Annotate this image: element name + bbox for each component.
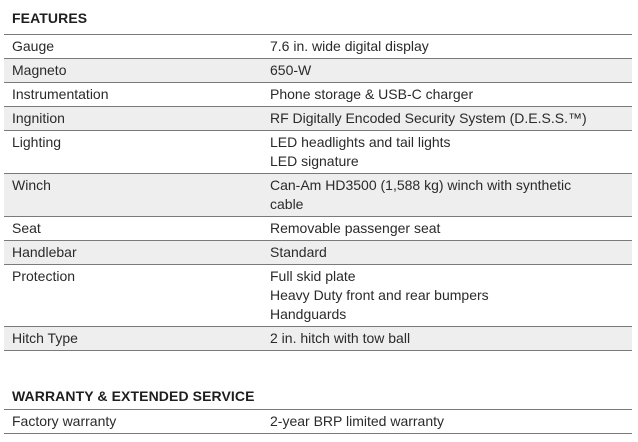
row-value [260, 107, 632, 131]
row-value [260, 410, 632, 434]
row-value [260, 241, 632, 265]
value-line: 7.6 in. wide digital display [270, 38, 429, 54]
warranty-table [4, 409, 632, 434]
value-line: LED signature [270, 153, 359, 169]
row-label: Magneto [12, 62, 67, 78]
row-value [260, 174, 632, 217]
value-line: 2 in. hitch with tow ball [270, 330, 411, 346]
warranty-heading: WARRANTY & EXTENDED SERVICE [12, 388, 255, 404]
row-value [260, 59, 632, 83]
value-line: RF Digitally Encoded Security System (D.E.S.S.™) [270, 110, 587, 126]
row-label: Lighting [12, 134, 62, 150]
value-line: Can-Am HD3500 (1,588 kg) winch with synthetic [270, 177, 572, 193]
row-label: Protection [12, 268, 76, 284]
row-value [260, 217, 632, 241]
table-row [4, 174, 632, 217]
value-line: 650-W [270, 62, 312, 78]
value-line: Heavy Duty front and rear bumpers [270, 287, 489, 303]
features-heading: FEATURES [12, 10, 88, 26]
row-value [260, 327, 632, 351]
table-row [4, 410, 632, 434]
table-row [4, 35, 632, 59]
row-label: Seat [12, 220, 41, 236]
table-row [4, 59, 632, 83]
value-line: cable [270, 196, 304, 212]
row-label: Ingnition [12, 110, 65, 126]
table-row [4, 265, 632, 327]
value-line: LED headlights and tail lights [270, 134, 451, 150]
table-row [4, 217, 632, 241]
row-label: Gauge [12, 38, 55, 54]
value-line: Removable passenger seat [270, 220, 441, 236]
value-line: Standard [270, 244, 327, 260]
table-row [4, 107, 632, 131]
row-label: Handlebar [12, 244, 77, 260]
row-label: Factory warranty [12, 413, 117, 429]
row-value [260, 131, 632, 174]
row-value [260, 35, 632, 59]
row-value [260, 83, 632, 107]
table-row [4, 83, 632, 107]
value-line: Phone storage & USB-C charger [270, 86, 474, 102]
row-value [260, 265, 632, 327]
table-row [4, 241, 632, 265]
row-label: Hitch Type [12, 330, 78, 346]
row-label: Winch [12, 177, 51, 193]
table-row [4, 327, 632, 351]
value-line: Handguards [270, 306, 347, 322]
row-label: Instrumentation [12, 86, 109, 102]
table-row [4, 131, 632, 174]
features-table [4, 34, 632, 351]
value-line: Full skid plate [270, 268, 356, 284]
value-line: 2-year BRP limited warranty [270, 413, 445, 429]
